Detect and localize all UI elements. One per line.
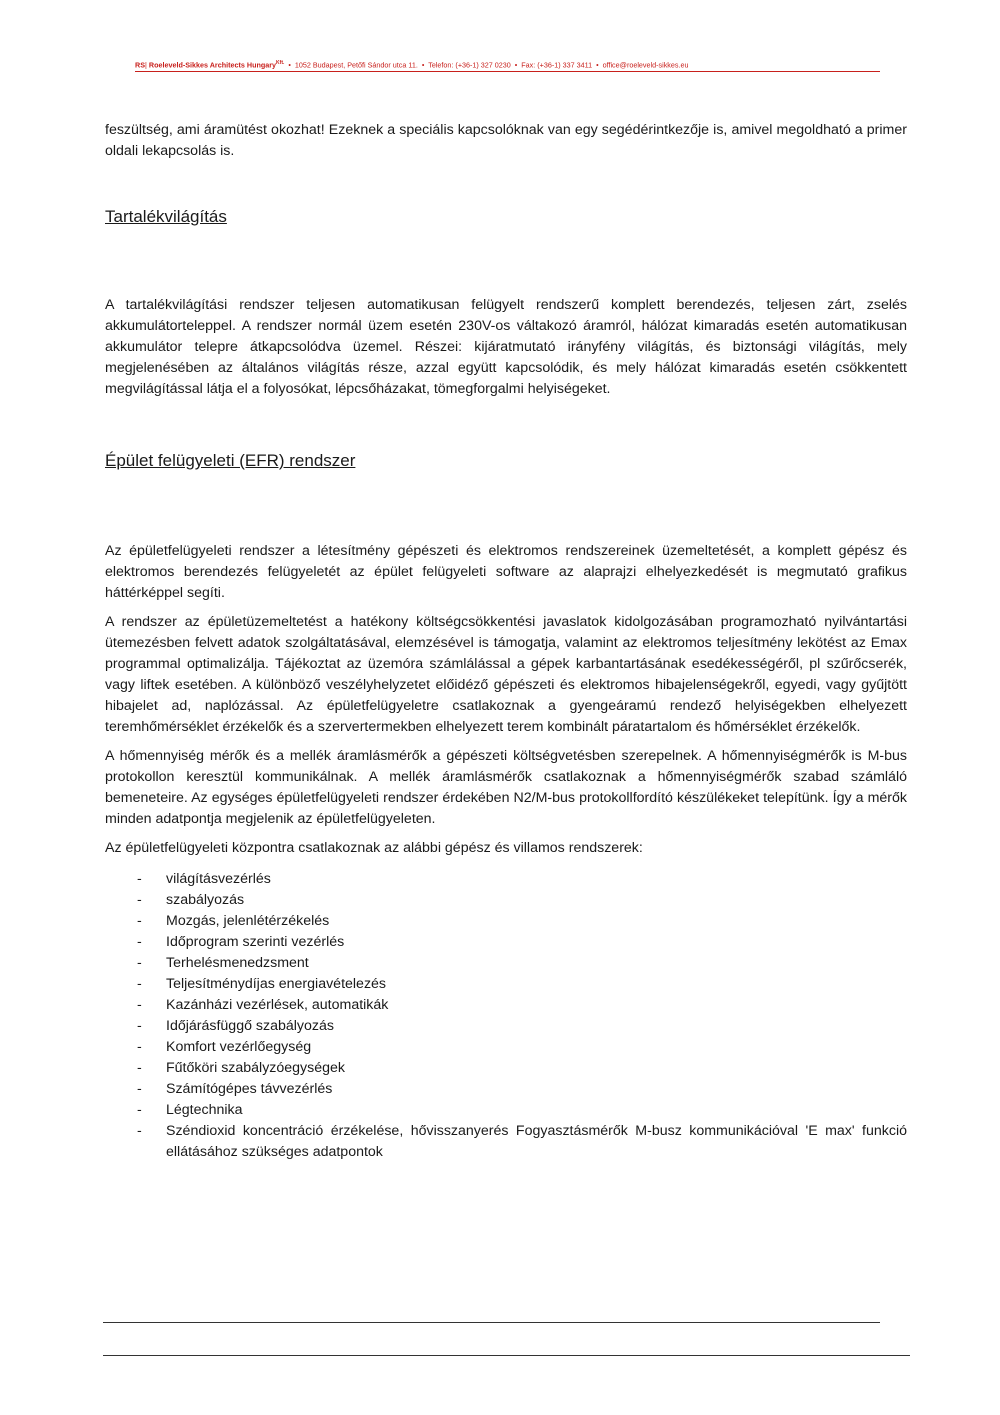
- list-item: [105, 1016, 907, 1037]
- list-item-text: Terhelésmenedzsment: [166, 955, 309, 971]
- list-item: [105, 932, 907, 953]
- efr-paragraph-2: A rendszer az épületüzemeltetést a hatékony költségcsökkentési javaslatok kidolgozásában programozható nyilvántartási ütemezésben felvett adatok szolgáltatásával, elemzésével is támogatja, valamint az elektromos teljesítmény lekötést az Emax programmal optimalizálja. Tájékoztat az üzemóra számlálással a gépek karbantartásának esedékességéről, pl szűrőcserék, vagy liftek esetében. A különböző veszélyhelyzetet előidéző gépészeti és elektromos hibajelenségekről, egyedi, vagy gyűjtött hibajelet ad, naplózással. Az épületfelügyeletre csatlakoznak a gyengeáramú rendező helyiségekben elhelyezett teremhőmérséklet érzékelők és a szervertermekben elhelyezett terem kombinált páratartalom és hőmérséklet érzékelők.: [105, 614, 907, 735]
- footer-rule-upper: [103, 1322, 880, 1323]
- list-item-text: Kazánházi vezérlések, automatikák: [166, 997, 389, 1013]
- letterhead-address: 1052 Budapest, Petőfi Sándor utca 11.: [294, 60, 418, 70]
- list-item-text: Időprogram szerinti vezérlés: [166, 934, 345, 950]
- list-dash: -: [137, 955, 142, 971]
- letterhead-bullet: •: [286, 60, 293, 70]
- efr-paragraph-1: Az épületfelügyeleti rendszer a létesítmény gépészeti és elektromos rendszereinek üzemeltetését, a komplett gépész és elektromos berendezés felügyeletét az épület felügyeleti software az alaprajzi elhelyezkedését is megmutató grafikus háttérképpel segíti.: [105, 543, 907, 601]
- letterhead-company-sup: Kft.: [276, 60, 285, 66]
- letterhead-rule: [135, 71, 880, 72]
- list-item: [105, 953, 907, 974]
- list-dash: -: [137, 976, 142, 992]
- document-body: [105, 120, 907, 1163]
- list-item: [105, 890, 907, 911]
- tartalek-paragraph: A tartalékvilágítási rendszer teljesen automatikusan felügyelt rendszerű komplett berendezés, teljesen zárt, zselés akkumulátorteleppel. A rendszer normál üzem esetén 230V-os váltakozó áramról, hálózat kimaradás esetén automatikusan akkumulátor telepre átkapcsolódva üzemel. Részei: kijáratmutató irányfény világítás, és biztonsági világítás, mely megjelenésében az általános világítás része, azzal együtt kapcsolódik, és mely hálózat kimaradás esetén csökkentett megvilágítással látja el a folyosókat, lépcsőházakat, tömegforgalmi helyiségeket.: [105, 297, 907, 397]
- letterhead-phone: Telefon: (+36-1) 327 0230: [428, 60, 511, 70]
- list-item: [105, 974, 907, 995]
- letterhead-fax: Fax: (+36-1) 337 3411: [521, 60, 593, 70]
- intro-paragraph: feszültség, ami áramütést okozhat! Ezeknek a speciális kapcsolóknak van egy segédérintkezője is, amivel megoldható a primer oldali lekapcsolás is.: [105, 122, 907, 159]
- section-heading-efr: Épület felügyeleti (EFR) rendszer: [105, 451, 356, 470]
- letterhead-bullet: •: [594, 60, 601, 70]
- letterhead-bullet: •: [512, 60, 520, 70]
- letterhead: [135, 60, 880, 69]
- letterhead-email: office@roeleveld-sikkes.eu: [602, 60, 689, 70]
- list-item: [105, 1058, 907, 1079]
- list-item: [105, 995, 907, 1016]
- efr-paragraph-4: Az épületfelügyeleti központra csatlakoznak az alábbi gépész és villamos rendszerek:: [105, 840, 643, 856]
- list-dash: -: [137, 913, 142, 929]
- list-dash: -: [137, 997, 142, 1013]
- list-item-text: Teljesítménydíjas energiavételezés: [166, 976, 387, 992]
- efr-systems-list: [105, 869, 907, 1163]
- list-item-text: világításvezérlés: [166, 871, 271, 887]
- list-dash: -: [137, 1081, 142, 1097]
- list-dash: -: [137, 1039, 142, 1055]
- list-dash: -: [137, 934, 142, 950]
- letterhead-divider: |: [145, 60, 147, 70]
- letterhead-company: Roeleveld-Sikkes Architects Hungary: [148, 60, 277, 70]
- list-dash: -: [137, 1123, 142, 1139]
- list-dash: -: [137, 1018, 142, 1034]
- list-dash: -: [137, 1060, 142, 1076]
- list-item-text: Számítógépes távvezérlés: [166, 1081, 333, 1097]
- list-dash: -: [137, 871, 142, 887]
- list-dash: -: [137, 892, 142, 908]
- list-item: [105, 1100, 907, 1121]
- letterhead-bullet: •: [419, 60, 427, 70]
- list-dash: -: [137, 1102, 142, 1118]
- list-item-text: Légtechnika: [166, 1102, 243, 1118]
- letterhead-logo-rs: RS: [135, 60, 145, 70]
- list-item: [105, 911, 907, 932]
- list-item: [105, 1079, 907, 1100]
- list-item-text: Időjárásfüggő szabályozás: [166, 1018, 334, 1034]
- section-heading-tartalek: Tartalékvilágítás: [105, 207, 227, 226]
- list-item: [105, 1037, 907, 1058]
- list-item-text: szabályozás: [166, 892, 245, 908]
- list-item-text: Komfort vezérlőegység: [166, 1039, 312, 1055]
- list-item-text: Fűtőköri szabályzóegységek: [166, 1060, 346, 1076]
- list-item: [105, 1121, 907, 1163]
- list-item-text: Mozgás, jelenlétérzékelés: [166, 913, 330, 929]
- list-item: [105, 869, 907, 890]
- footer-rule-lower: [103, 1355, 910, 1356]
- efr-paragraph-3: A hőmennyiség mérők és a mellék áramlásmérők a gépészeti költségvetésben szerepelnek. A hőmennyiségmérők is M-bus protokollon keresztül kommunikálnak. A mellék áramlásmérők csatlakoznak a hőmennyiségmérők szabad számláló bemeneteire. Az egységes épületfelügyeleti rendszer érdekében N2/M-bus protokollfordító készülékeket telepítünk. Így a mérők minden adatpontja megjelenik az épületfelügyeleten.: [105, 748, 907, 827]
- list-item-text: Széndioxid koncentráció érzékelése, hővisszanyerés Fogyasztásmérők M-busz kommunikációval 'E max' funkció ellátásához szükséges adatpontok: [166, 1123, 907, 1160]
